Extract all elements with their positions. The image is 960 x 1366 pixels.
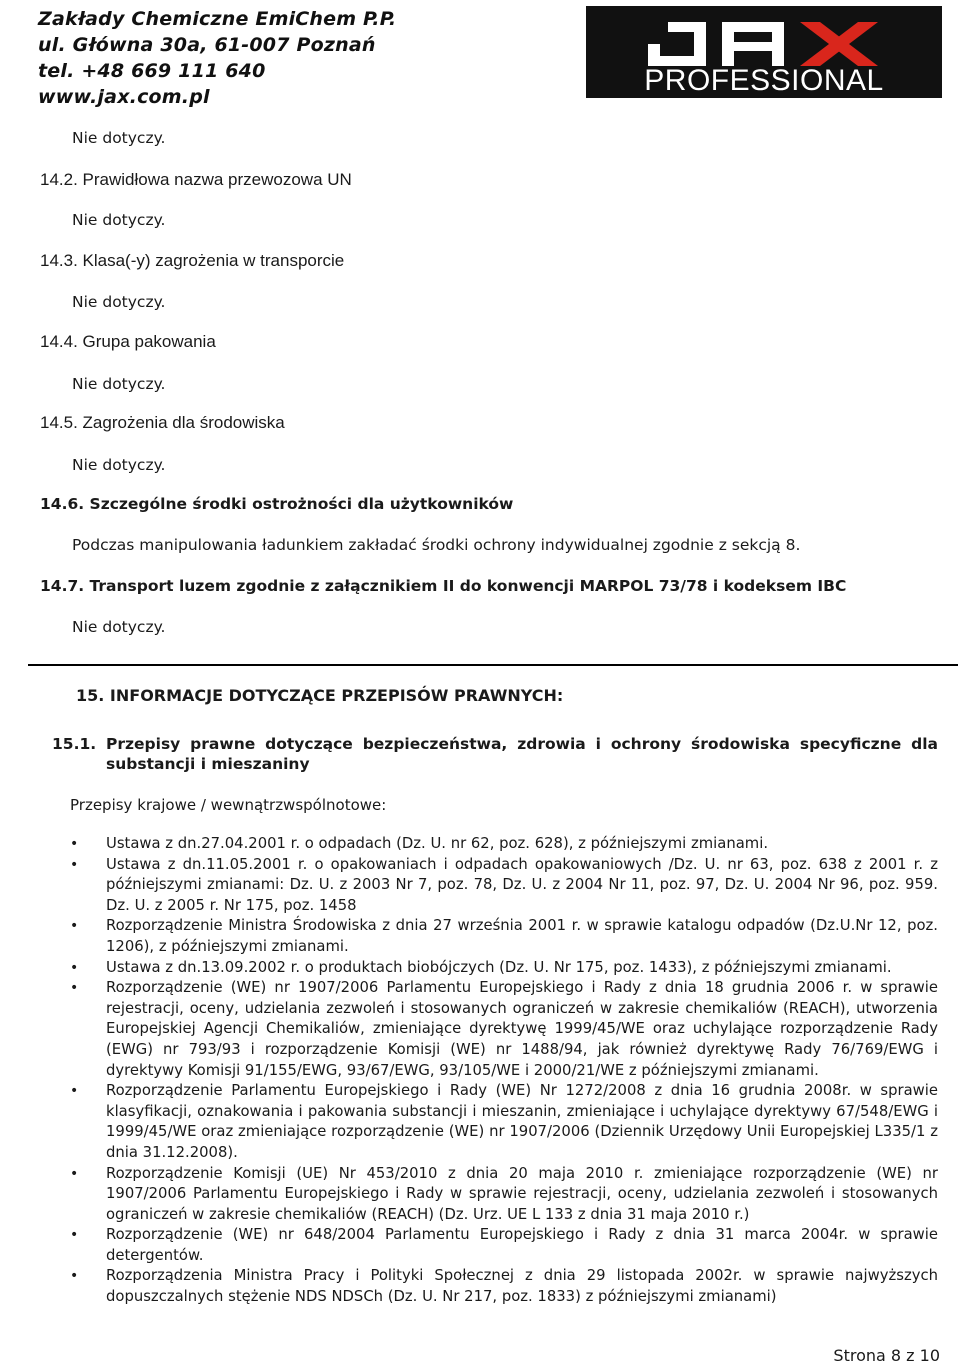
- section-divider: [28, 664, 958, 666]
- body-text: Podczas manipulowania ładunkiem zakładać środki ochrony indywidualnej zgodnie z sekcją 8.: [72, 536, 801, 554]
- list-item: • Rozporządzenie Ministra Środowiska z dnia 27 września 2001 r. w sprawie katalogu odpadów (Dz.U.Nr 12, poz. 1206), z późniejszymi zmianami.: [60, 916, 938, 957]
- list-item: • Ustawa z dn.11.05.2001 r. o opakowaniach i odpadach opakowaniowych /Dz. U. nr 63, poz. 638 z 2001 r. z późniejszymi zmianami: Dz. U. z 2003 Nr 7, poz. 78, Dz. U. z 2004 Nr 11, poz. 97, Dz. U. 2004 Nr 96, poz. 959. Dz. U. z 2005 r. Nr 175, poz. 1458: [60, 855, 938, 917]
- list-item: • Rozporządzenia Ministra Pracy i Polityki Społecznej z dnia 29 listopada 2002r. w sprawie najwyższych dopuszczalnych stężenie NDS NDSCh (Dz. U. Nr 217, poz. 1833) z późniejszymi zmianami): [60, 1266, 938, 1307]
- company-name: Zakłady Chemiczne EmiChem P.P.: [38, 8, 397, 30]
- company-address-block: [38, 6, 396, 110]
- page-number: Strona 8 z 10: [833, 1346, 940, 1365]
- list-item: • Rozporządzenie Komisji (UE) Nr 453/2010 z dnia 20 maja 2010 r. zmieniające rozporządzenie (WE) nr 1907/2006 Parlamentu Europejskiego i Rady w sprawie rejestracji, oceny, udzielania zezwoleń i stosowanych ograniczeń w zakresie chemikaliów (REACH) (Dz. Urz. UE L 133 z dnia 31 maja 2010 r.): [60, 1164, 938, 1226]
- heading-14-4: 14.4. Grupa pakowania: [40, 332, 216, 351]
- not-applicable-text: Nie dotyczy.: [72, 129, 166, 147]
- national-regulations-label: Przepisy krajowe / wewnątrzwspólnotowe:: [70, 796, 387, 814]
- not-applicable-text: Nie dotyczy.: [72, 618, 166, 636]
- not-applicable-text: Nie dotyczy.: [72, 293, 166, 311]
- company-street: ul. Główna 30a, 61-007 Poznań: [38, 34, 376, 56]
- heading-14-7: 14.7. Transport luzem zgodnie z załącznikiem II do konwencji MARPOL 73/78 i kodeksem IBC: [40, 577, 847, 595]
- list-item: • Rozporządzenie (WE) nr 648/2004 Parlamentu Europejskiego i Rady z dnia 31 marca 2004r. w sprawie detergentów.: [60, 1225, 938, 1266]
- heading-14-5: 14.5. Zagrożenia dla środowiska: [40, 413, 285, 432]
- not-applicable-text: Nie dotyczy.: [72, 375, 166, 393]
- subsection-title: Przepisy prawne dotyczące bezpieczeństwa, zdrowia i ochrony środowiska specyficzne dla substancji i mieszaniny: [106, 735, 938, 773]
- jax-logo-mark: [648, 22, 878, 66]
- company-phone: tel. +48 669 111 640: [38, 60, 266, 82]
- regulations-list: [60, 834, 938, 1308]
- heading-14-3: 14.3. Klasa(-y) zagrożenia w transporcie: [40, 251, 345, 270]
- logo-professional-text: PROFESSIONAL: [644, 64, 884, 97]
- heading-14-6: 14.6. Szczególne środki ostrożności dla użytkowników: [40, 495, 514, 513]
- company-website: www.jax.com.pl: [38, 86, 210, 108]
- list-item: • Rozporządzenie Parlamentu Europejskiego i Rady (WE) Nr 1272/2008 z dnia 16 grudnia 2008r. w sprawie klasyfikacji, oznakowania i pakowania substancji i mieszanin, zmieniające i uchylające dyrektywy 67/548/EWG i 1999/45/WE oraz zmieniające rozporządzenie (WE) nr 1907/2006 (Dziennik Urzędowy Unii Europejskiej L335/1 z dnia 31.12.2008).: [60, 1081, 938, 1163]
- section-15-title: 15. INFORMACJE DOTYCZĄCE PRZEPISÓW PRAWNYCH:: [76, 686, 564, 705]
- subsection-number: 15.1.: [52, 735, 97, 753]
- list-item: • Ustawa z dn.27.04.2001 r. o odpadach (Dz. U. nr 62, poz. 628), z późniejszymi zmianami.: [60, 834, 938, 855]
- heading-14-2: 14.2. Prawidłowa nazwa przewozowa UN: [40, 170, 352, 189]
- list-item: • Rozporządzenie (WE) nr 1907/2006 Parlamentu Europejskiego i Rady z dnia 18 grudnia 2006 r. w sprawie rejestracji, oceny, udzielania zezwoleń i stosowanych ograniczeń w zakresie chemikaliów (REACH), utworzenia Europejskiej Agencji Chemikaliów, zmieniające dyrektywę 1999/45/WE oraz uchylające rozporządzenie Rady (EWG) nr 793/93 i rozporządzenie Komisji (WE) nr 1488/94, jak również dyrektywę Rady 76/769/EWG i dyrektywy Komisji 91/155/EWG, 93/67/EWG, 93/105/WE i 2000/21/WE z późniejszymi zmianami.: [60, 978, 938, 1081]
- not-applicable-text: Nie dotyczy.: [72, 456, 166, 474]
- jax-logo: [586, 6, 942, 98]
- list-item: • Ustawa z dn.13.09.2002 r. o produktach biobójczych (Dz. U. Nr 175, poz. 1433), z późniejszymi zmianami.: [60, 958, 938, 979]
- not-applicable-text: Nie dotyczy.: [72, 211, 166, 229]
